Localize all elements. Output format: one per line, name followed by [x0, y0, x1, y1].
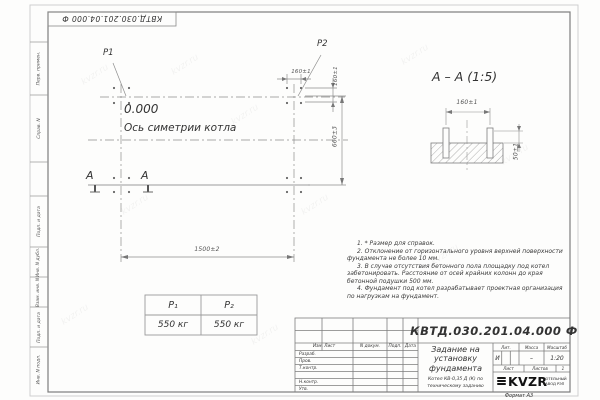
- dim-1500: 1500±2: [194, 246, 220, 253]
- level-mark: 0.000: [124, 102, 159, 116]
- stamp-inv-podl: [30, 347, 48, 392]
- top-designation: КВТД.030.201.04.000 Ф: [61, 14, 163, 24]
- col-header-podp: Подп.: [388, 344, 402, 350]
- section-dim-160: 160±1: [456, 99, 478, 106]
- dim-660: 660±3: [331, 125, 339, 148]
- col-header-izm-list: Изм. Лист: [312, 344, 336, 350]
- stamp-label: Перв. примен.: [36, 51, 42, 86]
- col-header-n-dokum: N докум.: [360, 344, 380, 350]
- loads-table-value-p1: 550 кг: [157, 320, 189, 330]
- note-4: 4. Фундамент под котел разрабатывает проектная организация по нагрузкам на фундамент.: [347, 285, 563, 300]
- row-label-razrab: Разраб.: [299, 351, 316, 357]
- kvzr-logo-text: KVZR: [508, 374, 548, 389]
- row-label-prov: Пров.: [299, 358, 312, 364]
- stamp-label: Взам. инв. N: [36, 277, 42, 307]
- stamp-podp-data-2: [30, 307, 48, 347]
- row-label-nkontr: Н.контр.: [299, 379, 319, 385]
- plan-view-lines: [88, 55, 348, 262]
- kvzr-logo-subtitle: [543, 377, 567, 386]
- stamp-label: Подп. и дата: [36, 206, 42, 237]
- section-mark-a-left: А: [86, 169, 94, 182]
- sheets-value: 1: [561, 366, 565, 371]
- section-dim-50: 50±1: [512, 142, 520, 161]
- mass-label: Масса: [524, 344, 539, 350]
- section-detail-lines: [431, 108, 523, 170]
- load-point-p2-label: P2: [317, 39, 328, 49]
- sheet-label: Лист: [503, 366, 514, 371]
- stamp-perv-primen: [30, 42, 48, 95]
- sheets-label: Листов: [532, 366, 548, 371]
- kvzr-sub-line1: КОТЕЛЬНЫЙ: [543, 377, 567, 381]
- stamp-label: Справ. N: [36, 118, 42, 139]
- lit-value: И: [495, 354, 500, 362]
- note-3: 3. В случае отсутствия бетонного пола площадку под котел забетонировать. Расстояние от осей крайних колонн до края бетонной подушки 500 мм.: [347, 262, 550, 285]
- stamp-sprav-n: [30, 95, 48, 162]
- stamp-label: Инв. N подл.: [36, 354, 42, 385]
- scale-value: 1:20: [550, 354, 564, 362]
- loads-table-header-p1: P₁: [168, 299, 178, 311]
- load-point-p1-label: P1: [103, 48, 114, 58]
- stamp-label: Подп. и дата: [36, 311, 42, 343]
- kvzr-sub-line2: ЗАВОД РЭП: [543, 381, 565, 386]
- boiler-symmetry-axis-label: Ось симетрии котла: [124, 122, 237, 134]
- document-title: Задание на установку фундамента: [429, 344, 482, 373]
- product-name: Котел КВ-0,35 Д (К) по техническому заданию: [427, 377, 484, 389]
- stamp-podp-data-1: [30, 196, 48, 247]
- format-label: Формат А3: [504, 393, 534, 399]
- row-label-tkontr: Т.контр.: [299, 365, 318, 371]
- stamp-inv-dubl: [30, 247, 48, 277]
- col-header-data: Дата: [404, 344, 417, 350]
- loads-table-header-p2: P₂: [224, 299, 234, 311]
- technical-notes: [347, 240, 571, 300]
- note-2: 2. Отклонение от горизонтального уровня верхней поверхности фундамента не более 10 мм.: [347, 247, 563, 262]
- dim-160-vertical: 160±1: [333, 66, 339, 86]
- dim-160-horizontal: 160±1: [291, 69, 311, 75]
- row-label-utv: Утв.: [299, 386, 309, 392]
- stamp-label: Инв. N дубл.: [36, 247, 42, 277]
- stamp-vzam-inv: [30, 277, 48, 307]
- note-1: 1. * Размер для справок.: [357, 240, 435, 247]
- loads-table-value-p2: 550 кг: [213, 320, 245, 330]
- section-view-title: А – А (1:5): [432, 69, 498, 84]
- lit-label: Лит.: [501, 344, 511, 350]
- scale-label: Масштаб: [547, 344, 567, 350]
- title-block-designation: КВТД.030.201.04.000 Ф: [410, 323, 578, 338]
- kvzr-logo-icon: [497, 377, 506, 387]
- section-mark-a-right: А: [141, 169, 149, 182]
- mass-value: –: [530, 354, 533, 362]
